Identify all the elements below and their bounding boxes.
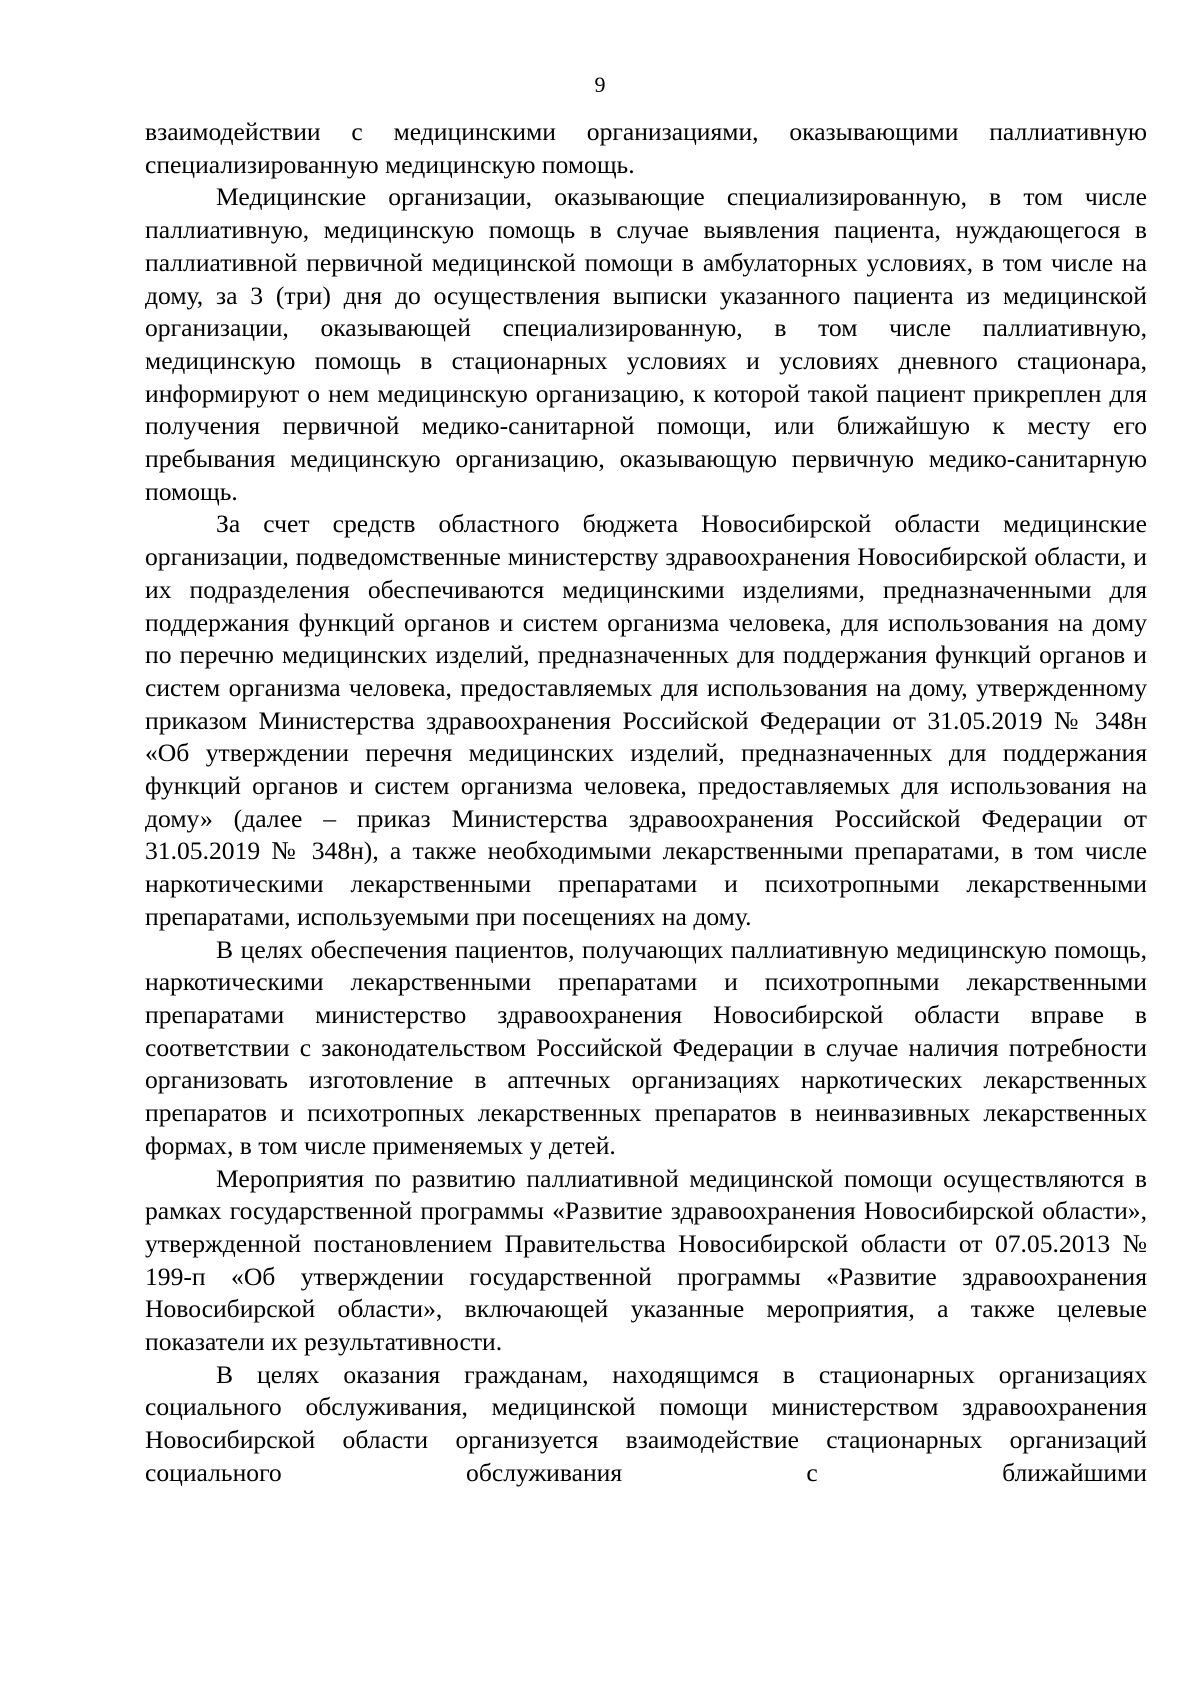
paragraph-state-program: Мероприятия по развитию паллиативной медицинской помощи осуществляются в рамках государственной программы «Развитие здравоохранения Новосибирской области», утвержденной постановлением Правительства Новосибирской области от 07.05.2013 № 199-п «Об утверждении государственной программы «Развитие здравоохранения Новосибирской области», включающей указанные мероприятия, а также целевые показатели их результативности. — [145, 1163, 1147, 1357]
paragraph-continued: взаимодействии с медицинскими организациями, оказывающими паллиативную специализированную медицинскую помощь. — [145, 117, 1147, 179]
paragraph-narcotic-drugs: В целях обеспечения пациентов, получающих паллиативную медицинскую помощь, наркотическими лекарственными препаратами и психотропными лекарственными препаратами министерство здравоохранения Новосибирской области вправе в соответствии с законодательством Российской Федерации в случае наличия потребности организовать изготовление в аптечных организациях наркотических лекарственных препаратов и психотропных лекарственных препаратов в неинвазивных лекарственных формах, в том числе применяемых у детей. — [145, 934, 1147, 1160]
paragraph-palliative-discharge: Медицинские организации, оказывающие специализированную, в том числе паллиативную, медицинскую помощь в случае выявления пациента, нуждающегося в паллиативной первичной медицинской помощи в амбулаторных условиях, в том числе на дому, за 3 (три) дня до осуществления выписки указанного пациента из медицинской организации, оказывающей специализированную, в том числе паллиативную, медицинскую помощь в стационарных условиях и условиях дневного стационара, информируют о нем медицинскую организацию, к которой такой пациент прикреплен для получения первичной медико-санитарной помощи, или ближайшую к месту его пребывания медицинскую организацию, оказывающую первичную медико-санитарную помощь. — [145, 182, 1147, 506]
document-body — [145, 116, 1147, 1490]
paragraph-social-service: В целях оказания гражданам, находящимся в стационарных организациях социального обслуживания, медицинской помощи министерством здравоохранения Новосибирской области организуется взаимодействие стационарных организаций социального обслуживания с ближайшими — [145, 1359, 1147, 1487]
page-number: 9 — [594, 72, 606, 97]
paragraph-medical-devices: За счет средств областного бюджета Новосибирской области медицинские организации, подведомственные министерству здравоохранения Новосибирской области, и их подразделения обеспечиваются медицинскими изделиями, предназначенными для поддержания функций органов и систем организма человека, для использования на дому по перечню медицинских изделий, предназначенных для поддержания функций органов и систем организма человека, предоставляемых для использования на дому, утвержденному приказом Министерства здравоохранения Российской Федерации от 31.05.2019 № 348н «Об утверждении перечня медицинских изделий, предназначенных для поддержания функций органов и систем организма человека, предоставляемых для использования на дому» (далее – приказ Министерства здравоохранения Российской Федерации от 31.05.2019 № 348н), а также необходимыми лекарственными препаратами, в том числе наркотическими лекарственными препаратами и психотропными лекарственными препаратами, используемыми при посещениях на дому. — [145, 509, 1147, 931]
